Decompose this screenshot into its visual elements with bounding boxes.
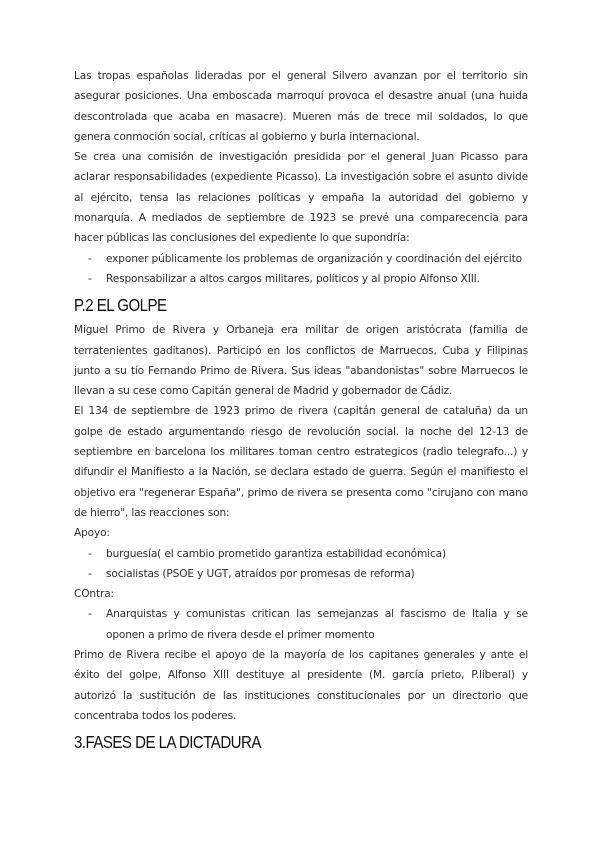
paragraph-picasso-commission: Se crea una comisión de investigación presidida por el general Juan Picasso para aclarar responsabilidades (expediente Picasso). La investigación sobre el asunto divide al ejército, tensa las relaciones políticas y empaña la autoridad del gobierno y monarquía. A mediados de septiembre de 1923 se prevé una comparecencia para hacer públicas las conclusiones del expediente lo que supondría:: [74, 151, 528, 245]
dash-bullet: -: [88, 608, 92, 621]
list-item: [88, 249, 528, 269]
dash-bullet: -: [88, 567, 92, 580]
list-item: [88, 564, 528, 584]
list-item-text: Anarquistas y comunistas critican las semejanzas al fascismo de Italia y se oponen a primo de rivera desde el primer momento: [106, 608, 528, 641]
paragraph-alfonso-xiii-support: Primo de Rivera recibe el apoyo de la mayoría de los capitanes generales y ante el éxito del golpe, Alfonso XIII destituye al presidente (M. garcía prieto, P.liberal) y autorizó la sustitución de las instituciones constitucionales por un directorio que concentraba todos los poderes.: [74, 649, 528, 722]
list-apoyo: [74, 544, 528, 585]
paragraph-coup-description: El 134 de septiembre de 1923 primo de rivera (capitán general de cataluña) da un golpe de estado argumentando riesgo de revolución social. la noche del 12-13 de septiembre en barcelona los militares toman centro estrategicos (radio telegrafo...) y difundir el Manifiesto a la Nación, se declara estado de guerra. Según el manifiesto el objetivo era "regenerar España", primo de rivera se presenta como "cirujano con mano de hierro", las reacciones son:: [74, 405, 528, 519]
paragraph-primo-de-rivera-bio: Miguel Primo de Rivera y Orbaneja era militar de origen aristócrata (familia de terratenientes gaditanos). Participó en los conflictos de Marruecos, Cuba y Filipinas junto a su tío Fernando Primo de Rivera. Sus ideas "abandonistas" sobre Marruecos le llevan a su cese como Capitán general de Madrid y gobernador de Cádiz.: [74, 324, 528, 398]
label-apoyo: Apoyo:: [74, 527, 110, 540]
paragraph-annual-disaster: Las tropas españolas lideradas por el general Silvero avanzan por el territorio sin asegurar posiciones. Una emboscada marroquí provoca el desastre anual (una huida descontrolada que acaba en masacre). Mueren más de trece mil soldados, lo que genera conmoción social, críticas al gobierno y burla internacional.: [74, 70, 528, 143]
list-item-text: socialistas (PSOE y UGT, atraídos por promesas de reforma): [106, 567, 415, 580]
list-item: [88, 604, 528, 645]
heading-fases-dictadura: 3.FASES DE LA DICTADURA: [74, 732, 261, 753]
dash-bullet: -: [88, 252, 92, 265]
list-contra: [74, 604, 528, 645]
list-item: [88, 544, 528, 564]
list-item-text: burguesía( el cambio prometido garantiza estabilidad económica): [106, 547, 446, 560]
list-item-text: Responsabilizar a altos cargos militares, políticos y al propio Alfonso XIII.: [106, 272, 480, 285]
label-contra: COntra:: [74, 588, 114, 601]
dash-bullet: -: [88, 272, 92, 285]
list-conclusions: [74, 249, 528, 290]
heading-el-golpe: P.2 EL GOLPE: [74, 295, 167, 316]
list-item: [88, 269, 528, 289]
dash-bullet: -: [88, 547, 92, 560]
list-item-text: exponer públicamente los problemas de organización y coordinación del ejército: [106, 252, 522, 265]
